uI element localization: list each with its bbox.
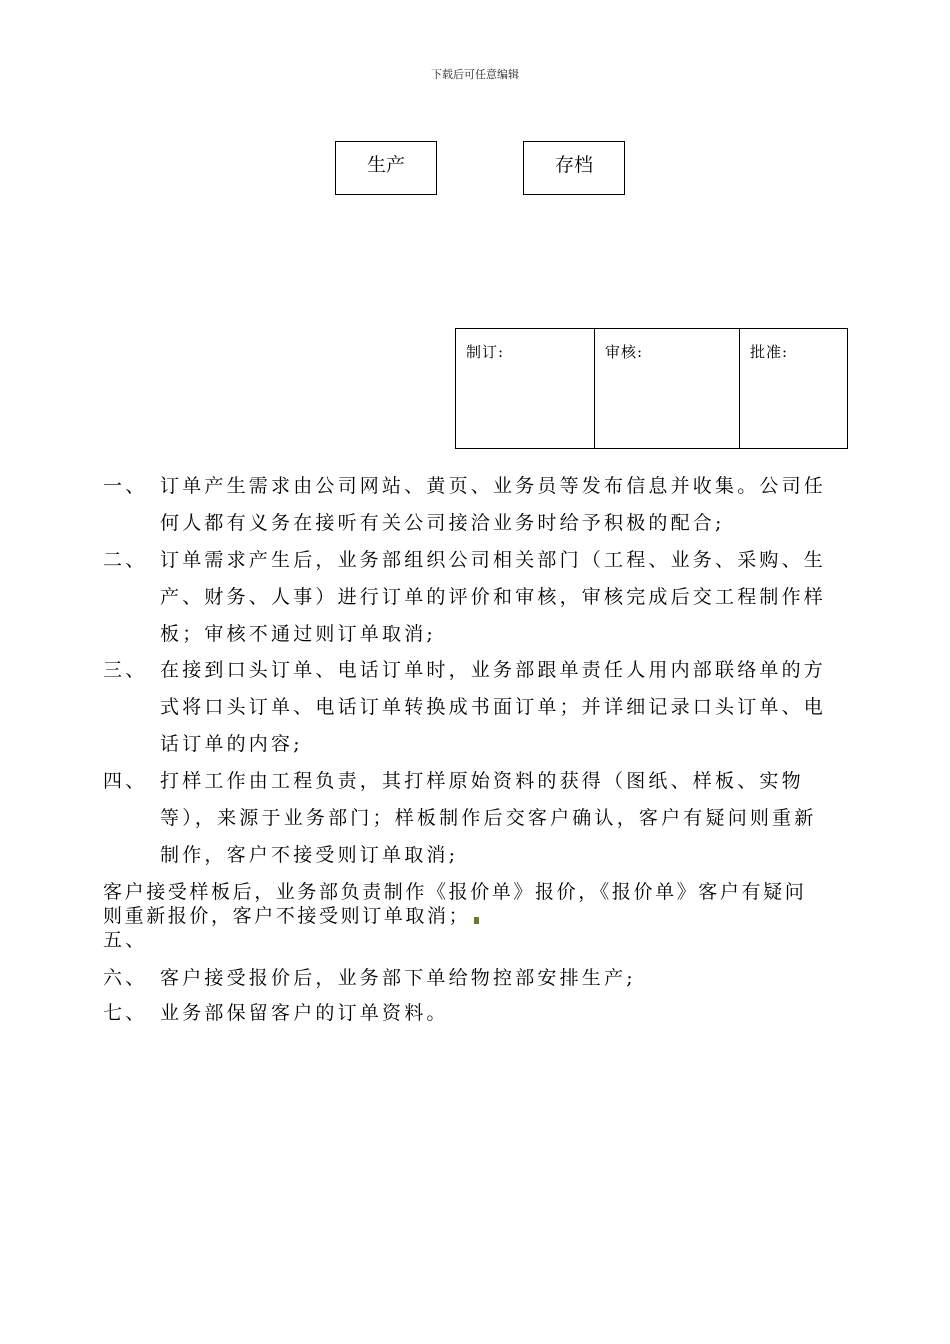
item-4-line-3: 制作，客户不接受则订单取消;: [160, 844, 459, 866]
item-2-line-2: 产、财务、人事）进行订单的评价和审核，审核完成后交工程制作样: [160, 586, 827, 608]
item-7-number: 七、: [103, 1002, 148, 1024]
item-1-line-2: 何人都有义务在接听有关公司接洽业务时给予积极的配合;: [160, 512, 725, 534]
item-3-line-1: 在接到口头订单、电话订单时，业务部跟单责任人用内部联络单的方: [160, 659, 827, 681]
item-4-line-2: 等），来源于业务部门；样板制作后交客户确认，客户有疑问则重新: [160, 807, 817, 829]
item-3-line-3: 话订单的内容;: [160, 733, 303, 755]
anchor-marker-icon: [474, 917, 479, 924]
item-3-text: [160, 652, 850, 763]
item-2-line-3: 板；审核不通过则订单取消;: [160, 623, 437, 645]
item-4-number: 四、: [103, 770, 148, 792]
item-2-number: 二、: [103, 549, 148, 571]
item-5-number: 五、: [103, 929, 148, 951]
item-1-text: [160, 468, 850, 542]
item-7-text: 业务部保留客户的订单资料。: [160, 1002, 449, 1024]
stamp-box-production: 生产: [335, 141, 437, 195]
item-2-line-1: 订单需求产生后，业务部组织公司相关部门（工程、业务、采购、生: [160, 549, 827, 571]
item-3-number: 三、: [103, 659, 148, 681]
quotation-line-1: 客户接受样板后，业务部负责制作《报价单》报价，《报价单》客户有疑问: [103, 881, 807, 903]
item-4-line-1: 打样工作由工程负责，其打样原始资料的获得（图纸、样板、实物: [160, 770, 804, 792]
sign-cell-reviewed: 审核:: [595, 329, 740, 449]
item-2-text: [160, 542, 850, 653]
item-1-number: 一、: [103, 475, 148, 497]
sign-cell-drafted: 制订:: [456, 329, 595, 449]
sign-off-table: [455, 328, 848, 449]
item-3-line-2: 式将口头订单、电话订单转换成书面订单；并详细记录口头订单、电: [160, 696, 827, 718]
item-1-line-1: 订单产生需求由公司网站、黄页、业务员等发布信息并收集。公司任: [160, 475, 827, 497]
stamp-box-archive: 存档: [523, 141, 625, 195]
quotation-paragraph: [103, 880, 848, 928]
item-4-text: [160, 763, 850, 874]
item-6-text: 客户接受报价后，业务部下单给物控部安排生产;: [160, 967, 636, 989]
header-note: 下载后可任意编辑: [431, 68, 519, 81]
item-6-number: 六、: [103, 967, 148, 989]
quotation-line-2: 则重新报价，客户不接受则订单取消；: [103, 904, 848, 928]
sign-cell-approved: 批准:: [740, 329, 848, 449]
